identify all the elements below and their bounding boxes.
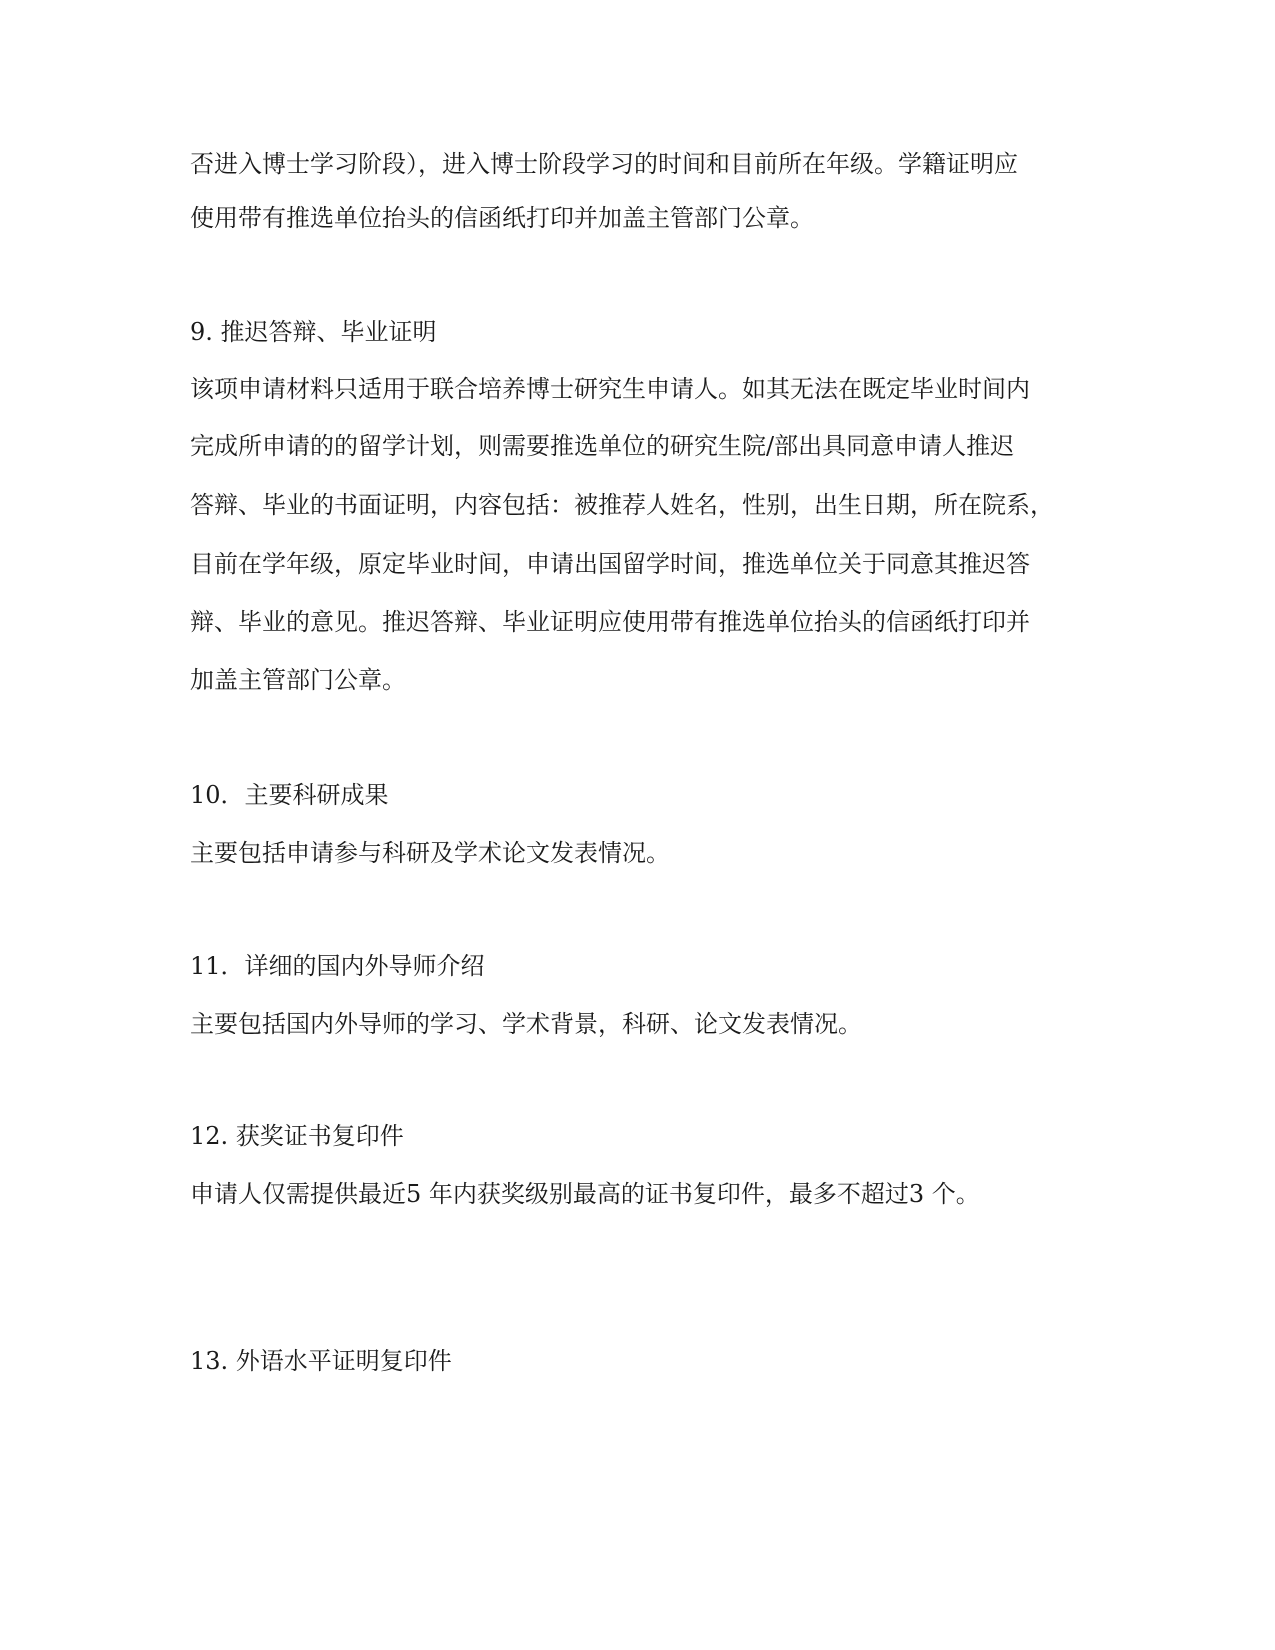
paragraph-line: 辩、毕业的意见。推迟答辩、毕业证明应使用带有推选单位抬头的信函纸打印并 xyxy=(190,608,1030,636)
paragraph-line: 主要包括申请参与科研及学术论文发表情况。 xyxy=(190,839,670,867)
paragraph-line: 主要包括国内外导师的学习、学术背景，科研、论文发表情况。 xyxy=(190,1010,862,1038)
paragraph-line: 目前在学年级，原定毕业时间，申请出国留学时间，推选单位关于同意其推迟答 xyxy=(190,550,1030,578)
intro-line: 否进入博士学习阶段），进入博士阶段学习的时间和目前所在年级。学籍证明应 xyxy=(190,150,1018,178)
section-heading-11: 11．详细的国内外导师介绍 xyxy=(190,952,485,980)
section-heading-9: 9. 推迟答辩、毕业证明 xyxy=(190,318,437,346)
paragraph-line: 该项申请材料只适用于联合培养博士研究生申请人。如其无法在既定毕业时间内 xyxy=(190,375,1030,403)
paragraph-line: 答辩、毕业的书面证明，内容包括：被推荐人姓名，性别，出生日期，所在院系， xyxy=(190,491,1054,519)
section-heading-12: 12. 获奖证书复印件 xyxy=(190,1122,404,1150)
paragraph-line: 完成所申请的的留学计划，则需要推选单位的研究生院/部出具同意申请人推迟 xyxy=(190,432,1015,460)
intro-line: 使用带有推选单位抬头的信函纸打印并加盖主管部门公章。 xyxy=(190,204,814,232)
section-heading-10: 10．主要科研成果 xyxy=(190,781,389,809)
paragraph-line: 加盖主管部门公章。 xyxy=(190,666,406,694)
section-heading-13: 13. 外语水平证明复印件 xyxy=(190,1347,452,1375)
paragraph-line: 申请人仅需提供最近5 年内获奖级别最高的证书复印件，最多不超过3 个。 xyxy=(190,1180,980,1208)
